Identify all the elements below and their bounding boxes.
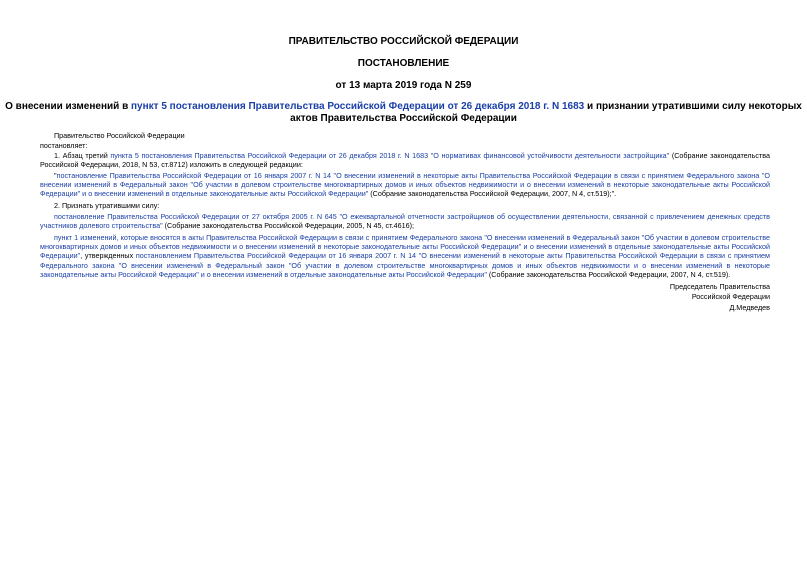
- p2-text-a: ": [54, 171, 57, 180]
- p4-text-b: (Собрание законодательства Российской Федерации, 2005, N 45, ст.4616);: [162, 221, 414, 231]
- p5-link[interactable]: пункт 1 изменений, которые вносятся в акты Правительства Российской Федерации в связи с принятием Федерального закона "О внесении изменений в Федеральный закон "Об участии в долевом строительстве многоквартирных домов и иных объектов недвижимости и о внесении изменений в некоторые законодательные акты Российской Федерации" и о внесении изменений в отдельные законодательные акты Российской Федерации": [40, 233, 770, 261]
- document-title-line1: [0, 101, 807, 113]
- p2-link[interactable]: постановление Правительства Российской Федерации от 16 января 2007 г. N 14 "О внесении изменений в некоторые акты Правительства Российской Федерации в связи с принятием Федерального закона "О внесении изменений в Федеральный закон "Об участии в долевом строительстве многоквартирных домов и иных объектов недвижимости и о внесении изменений в некоторые законодательные акты Российской Федерации" и о внесении изменений в отдельные законодательные акты Российской Федерации": [40, 171, 770, 199]
- p1-text-a: 1. Абзац третий: [54, 151, 111, 160]
- p1-text-b: (Собрание законодательства Российской Федерации, 2018, N 53, ст.8712) изложить в следующей редакции:: [40, 151, 770, 170]
- title-text-1: О внесении изменений в: [5, 101, 132, 112]
- document-type-heading: ПОСТАНОВЛЕНИЕ: [357, 58, 450, 69]
- title-text-2: и признании утратившими силу некоторых: [584, 101, 802, 112]
- document-title-line2: актов Правительства Российской Федерации: [290, 113, 517, 124]
- title-link[interactable]: пункт 5 постановления Правительства Российской Федерации от 26 декабря 2018 г. N 1683: [131, 101, 585, 112]
- p5-text-b: , утвержденных: [80, 251, 136, 261]
- p2-text-b: (Собрание законодательства Российской Федерации, 2007, N 4, ст.519);".: [368, 189, 617, 199]
- intro-line-2: постановляет:: [40, 141, 88, 150]
- p1-link[interactable]: пункта 5 постановления Правительства Российской Федерации от 26 декабря 2018 г. N 1683 "О нормативах финансовой устойчивости деятельности застройщика": [110, 151, 670, 160]
- p4-link[interactable]: постановление Правительства Российской Федерации от 27 октября 2005 г. N 645 "О ежеквартальной отчетности застройщиков об осуществлении деятельности, связанной с привлечением денежных средств участников долевого строительства": [40, 212, 770, 231]
- paragraph-1: [40, 151, 770, 169]
- date-number-heading: от 13 марта 2019 года N 259: [335, 80, 472, 91]
- p5-link-2[interactable]: постановлением Правительства Российской Федерации от 16 января 2007 г. N 14 "О внесении изменений в некоторые акты Правительства Российской Федерации в связи с принятием Федерального закона "О внесении изменений в Федеральный закон "Об участии в долевом строительстве многоквартирных домов и иных объектов недвижимости и о внесении изменений в некоторые законодательные акты Российской Федерации" и о внесении изменений в отдельные законодательные акты Российской Федерации": [40, 251, 770, 279]
- paragraph-5: [40, 233, 770, 279]
- signature-name: Д.Медведев: [729, 303, 770, 312]
- p5-text-c: (Собрание законодательства Российской Федерации, 2007, N 4, ст.519).: [486, 269, 731, 279]
- paragraph-3: 2. Признать утратившими силу:: [54, 201, 160, 210]
- signature-organization: Российской Федерации: [691, 292, 770, 301]
- intro-line-1: Правительство Российской Федерации: [54, 131, 185, 140]
- paragraph-4: [40, 212, 770, 230]
- paragraph-2: [40, 171, 770, 199]
- government-heading: ПРАВИТЕЛЬСТВО РОССИЙСКОЙ ФЕДЕРАЦИИ: [288, 36, 519, 47]
- signature-position: Председатель Правительства: [669, 282, 770, 291]
